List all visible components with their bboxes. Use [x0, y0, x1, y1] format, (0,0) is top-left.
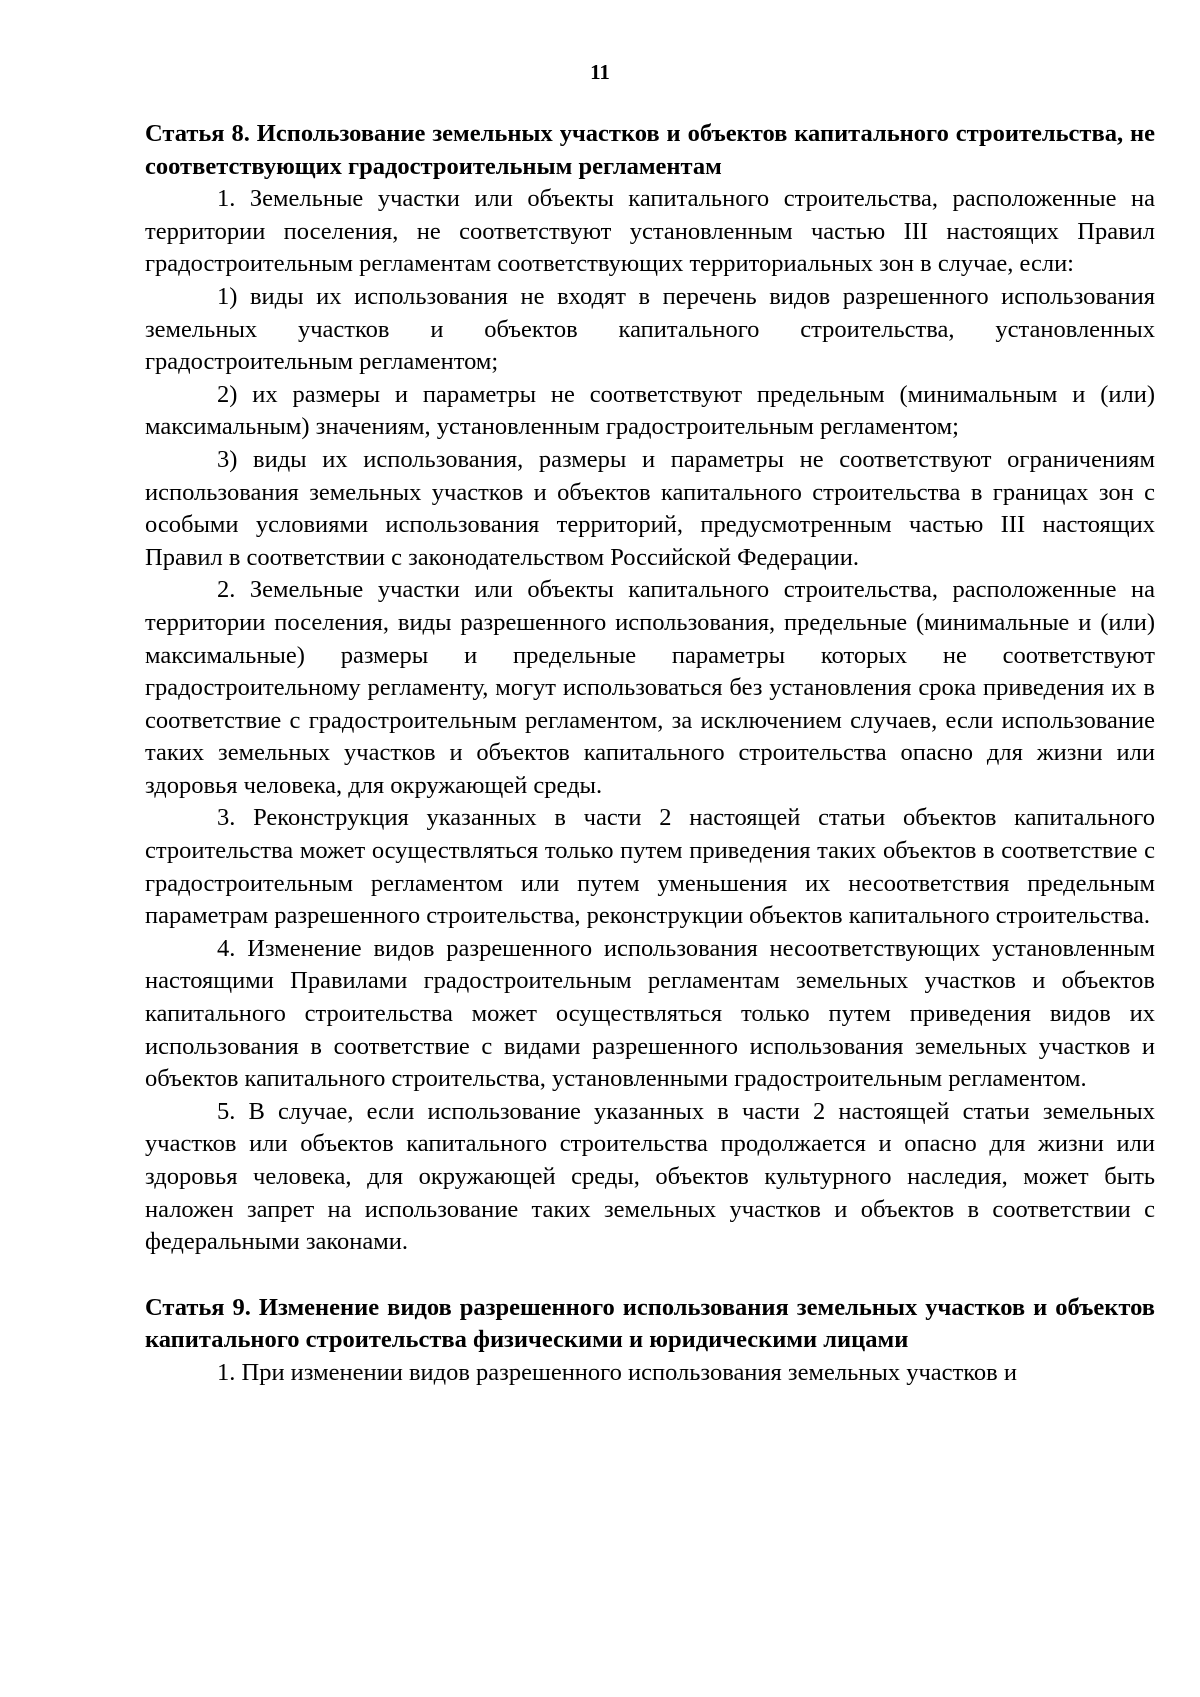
article-8-paragraph: 3. Реконструкция указанных в части 2 настоящей статьи объектов капитального строительства может осуществляться только путем приведения таких объектов в соответствие с градостроительным регламентом или путем уменьшения их несоответствия предельным параметрам разрешенного строительства, реконструкции объектов капитального строительства.	[145, 804, 1155, 930]
article-9-heading: Статья 9. Изменение видов разрешенного использования земельных участков и объектов капитального строительства физическими и юридическими лицами	[145, 1293, 1155, 1354]
article-8-paragraph: 1. Земельные участки или объекты капитального строительства, расположенные на территории поселения, не соответствуют установленным частью III настоящих Правил градостроительным регламентам соответствующих территориальных зон в случае, если:	[145, 185, 1155, 278]
article-8-paragraph: 5. В случае, если использование указанных в части 2 настоящей статьи земельных участков или объектов капитального строительства продолжается и опасно для жизни или здоровья человека, для окружающей среды, объектов культурного наследия, может быть наложен запрет на использование таких земельных участков и объектов в соответствии с федеральными законами.	[145, 1097, 1155, 1256]
section-divider-space	[145, 1259, 1155, 1292]
article-8-paragraph: 3) виды их использования, размеры и параметры не соответствуют ограничениям использования земельных участков и объектов капитального строительства в границах зон с особыми условиями использования территорий, предусмотренным частью III настоящих Правил в соответствии с законодательством Российской Федерации.	[145, 445, 1155, 571]
article-8-paragraph: 1) виды их использования не входят в перечень видов разрешенного использования земельных участков и объектов капитального строительства, установленных градостроительным регламентом;	[145, 282, 1155, 376]
article-8	[145, 118, 1155, 1259]
article-8-heading: Статья 8. Использование земельных участков и объектов капитального строительства, не соответствующих градостроительным регламентам	[145, 120, 1155, 180]
article-8-paragraph: 2. Земельные участки или объекты капитального строительства, расположенные на территории поселения, виды разрешенного использования, предельные (минимальные и (или) максимальные) размеры и предельные параметры которых не соответствуют градостроительному регламенту, могут использоваться без установления срока приведения их в соответствие с градостроительным регламентом, за исключением случаев, если использование таких земельных участков и объектов капитального строительства опасно для жизни или здоровья человека, для окружающей среды.	[145, 576, 1155, 799]
article-8-paragraph: 4. Изменение видов разрешенного использования несоответствующих установленным настоящими Правилами градостроительным регламентам земельных участков и объектов капитального строительства может осуществляться только путем приведения видов их использования в соответствие с видами разрешенного использования земельных участков и объектов капитального строительства, установленными градостроительным регламентом.	[145, 934, 1155, 1093]
page-number: 11	[590, 60, 610, 84]
document-body	[145, 118, 1155, 1390]
article-9	[145, 1292, 1155, 1390]
article-9-paragraph: 1. При изменении видов разрешенного использования земельных участков и	[217, 1358, 1017, 1386]
article-8-paragraph: 2) их размеры и параметры не соответствуют предельным (минимальным и (или) максимальным) значениям, установленным градостроительным регламентом;	[145, 380, 1155, 441]
